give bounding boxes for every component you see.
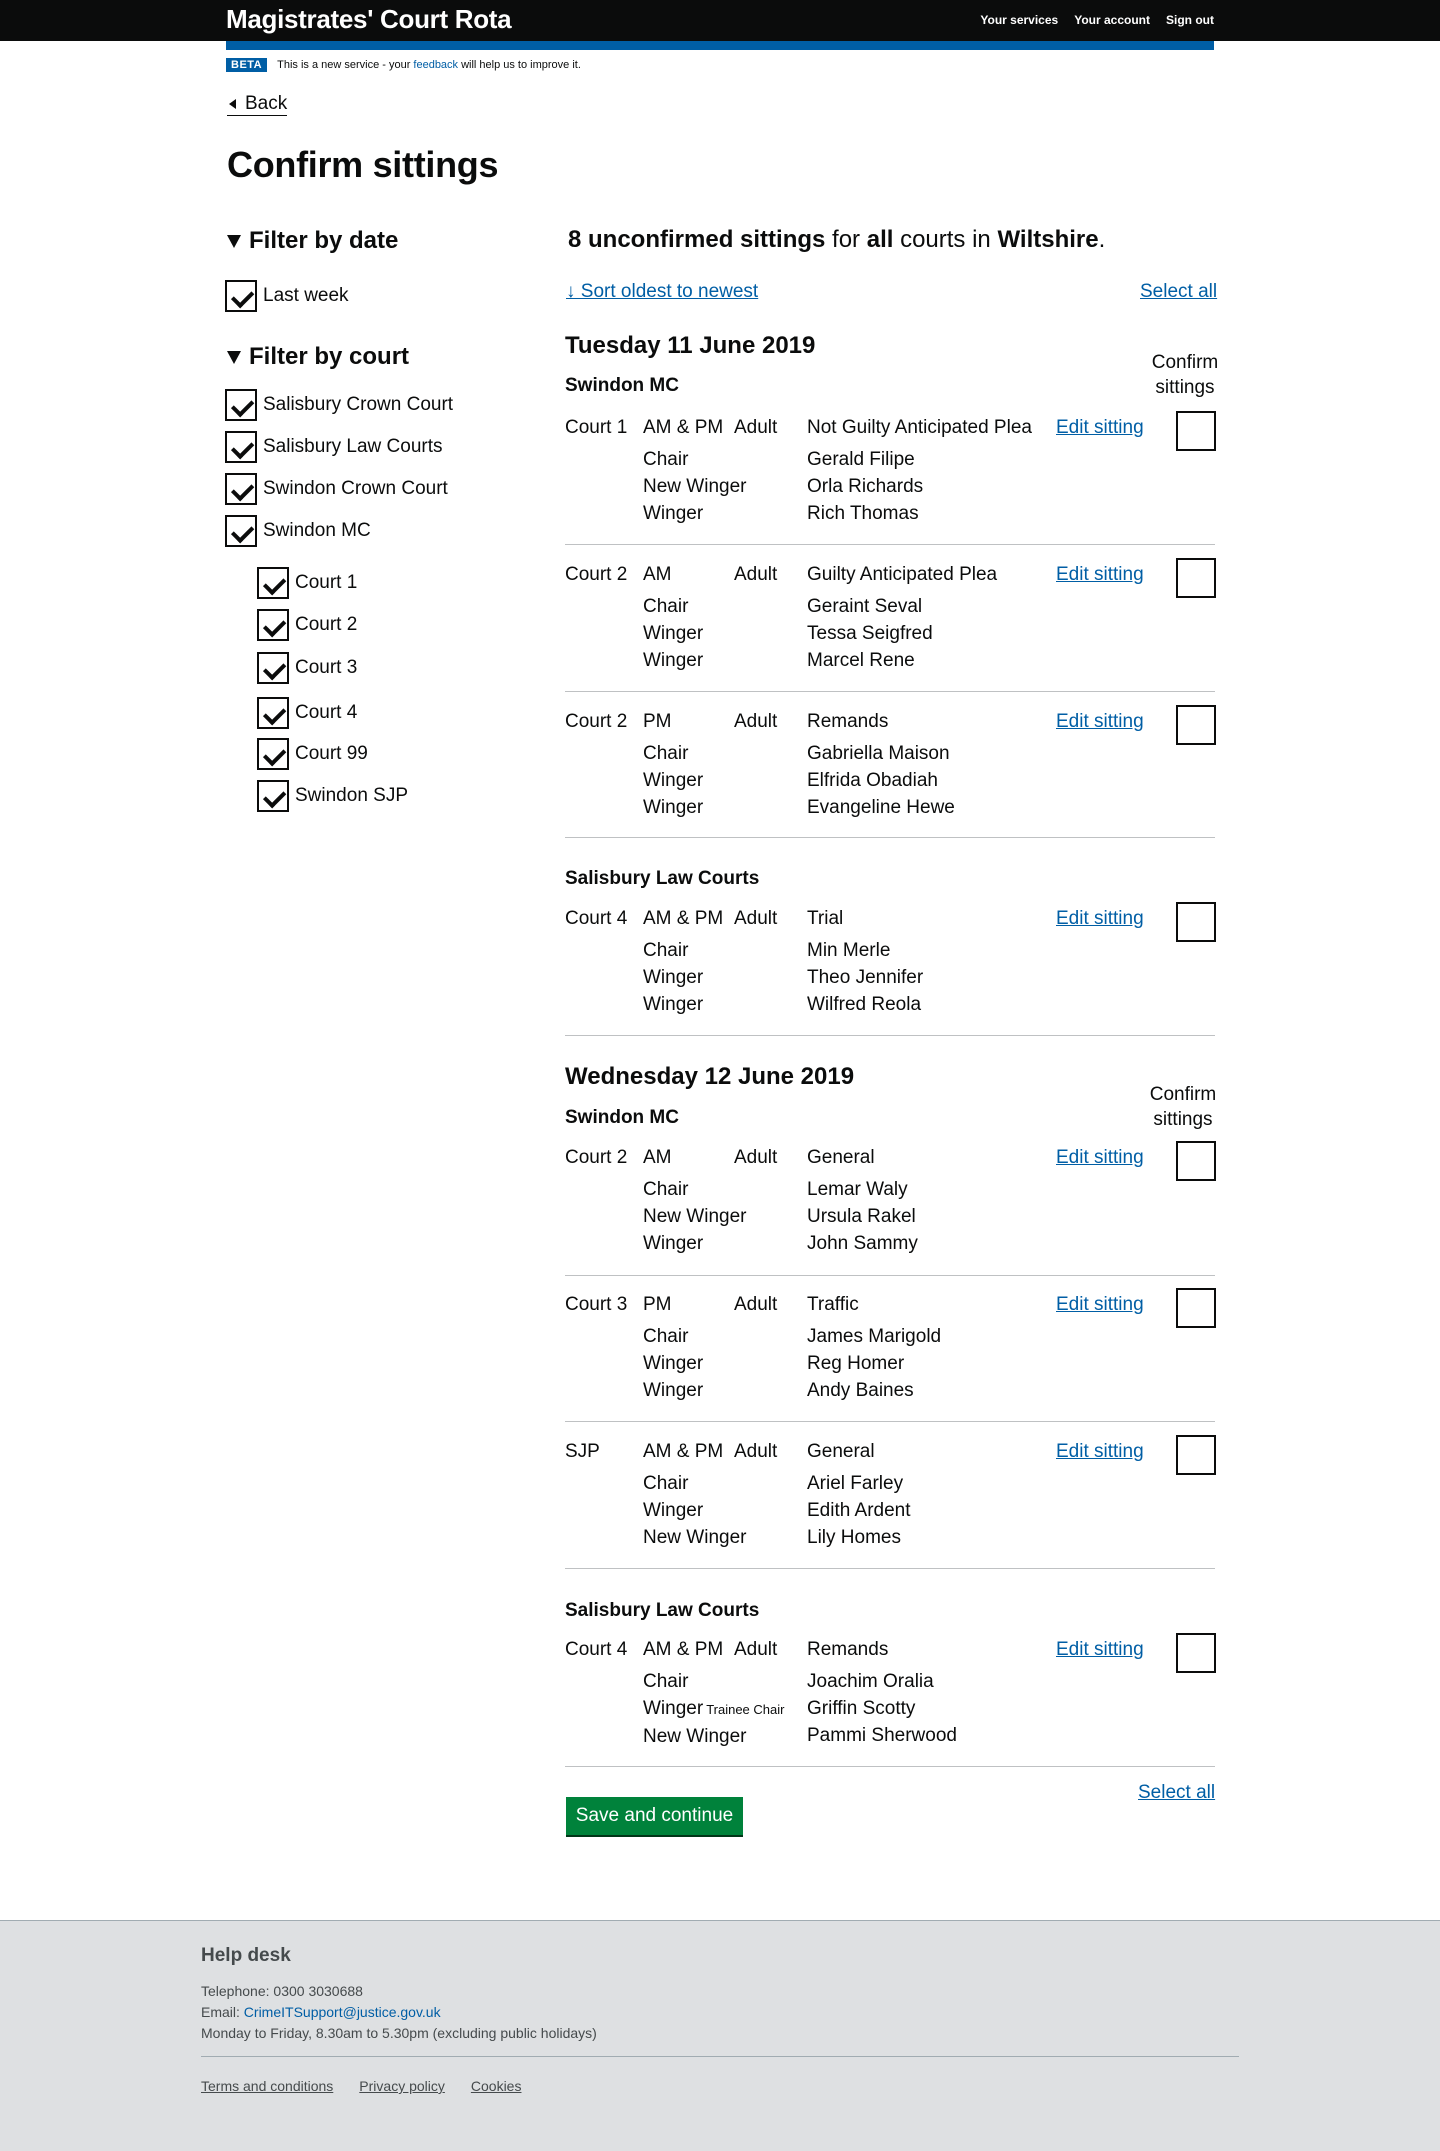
beta-tag: BETA (226, 58, 267, 72)
panel-role: New Winger (643, 1527, 747, 1548)
terms-link[interactable]: Terms and conditions (201, 2078, 334, 2094)
panel-role: Winger (643, 1698, 704, 1719)
email-link[interactable]: CrimeITSupport@justice.gov.uk (243, 2004, 441, 2020)
checkbox-checked[interactable] (257, 780, 289, 812)
nav-your-services[interactable]: Your services (980, 13, 1059, 27)
checkbox-checked[interactable] (257, 738, 289, 770)
panel-role: Winger (643, 1380, 704, 1401)
divider (565, 1766, 1215, 1767)
confirm-checkbox[interactable] (1176, 1435, 1216, 1475)
panel-name: Orla Richards (807, 476, 924, 497)
panel-roles (643, 937, 703, 1018)
panel-roles (643, 740, 703, 821)
filter-by-court-toggle[interactable] (227, 343, 409, 371)
filter-subcourt-court-1[interactable] (257, 567, 357, 599)
sitting-description: Trial (807, 908, 844, 929)
panel-name: Geraint Seval (807, 596, 923, 617)
panel-name: Reg Homer (807, 1353, 905, 1374)
confirm-sittings-label: Confirm sittings (1149, 1084, 1217, 1130)
checkbox-label: Swindon MC (263, 520, 371, 541)
confirm-checkbox[interactable] (1176, 411, 1216, 451)
panel-name: Joachim Oralia (807, 1671, 934, 1692)
back-link[interactable]: Back (227, 93, 287, 116)
panel-name: Theo Jennifer (807, 967, 924, 988)
checkbox-label: Court 3 (295, 657, 358, 678)
filter-court-salisbury-law[interactable] (225, 431, 443, 463)
venue-heading: Swindon MC (565, 1107, 679, 1128)
filter-subcourt-swindon-sjp[interactable] (257, 780, 408, 812)
privacy-link[interactable]: Privacy policy (359, 2078, 445, 2094)
panel-role: Winger (643, 770, 704, 791)
sitting-row (565, 1291, 1215, 1411)
panel-role: Chair (643, 1326, 689, 1347)
confirm-checkbox[interactable] (1176, 902, 1216, 942)
sitting-session: AM (643, 1147, 672, 1168)
panel-role: New Winger (643, 1726, 747, 1747)
panel-role: Winger (643, 1353, 704, 1374)
panel-name: Elfrida Obadiah (807, 770, 938, 791)
sitting-session: AM & PM (643, 417, 724, 438)
sitting-type: Adult (734, 1639, 778, 1660)
sitting-row (565, 561, 1215, 681)
confirm-checkbox[interactable] (1176, 1141, 1216, 1181)
edit-sitting-link[interactable]: Edit sitting (1056, 908, 1144, 929)
phase-text-before: This is a new service - your (277, 59, 411, 71)
panel-role: Chair (643, 743, 689, 764)
nav-your-account[interactable]: Your account (1074, 13, 1150, 27)
panel-name: Gerald Filipe (807, 449, 915, 470)
help-email (201, 2004, 441, 2020)
panel-role: New Winger (643, 476, 747, 497)
panel-name: James Marigold (807, 1326, 942, 1347)
sitting-description: Traffic (807, 1294, 859, 1315)
panel-name: Lily Homes (807, 1527, 901, 1548)
sitting-description: General (807, 1441, 875, 1462)
filter-subcourt-court-4[interactable] (257, 697, 357, 729)
header-accent-bar (226, 41, 1214, 50)
results-summary (568, 226, 1105, 254)
panel-roles (643, 1323, 703, 1404)
summary-for: for (832, 226, 861, 253)
panel-role-with-note (643, 1695, 784, 1723)
checkbox-label: Swindon Crown Court (263, 478, 448, 499)
sitting-court: SJP (565, 1441, 600, 1462)
checkbox-label: Court 2 (295, 614, 358, 635)
filter-by-date-heading: Filter by date (249, 227, 399, 254)
panel-name: Ursula Rakel (807, 1206, 916, 1227)
panel-role: Chair (643, 1473, 689, 1494)
divider (565, 1275, 1215, 1276)
edit-sitting-link[interactable]: Edit sitting (1056, 1441, 1144, 1462)
sitting-type: Adult (734, 711, 778, 732)
trainee-chair-note: Trainee Chair (706, 1702, 785, 1717)
sitting-description: Guilty Anticipated Plea (807, 564, 998, 585)
venue-heading: Swindon MC (565, 375, 679, 396)
sitting-type: Adult (734, 564, 778, 585)
edit-sitting-link[interactable]: Edit sitting (1056, 711, 1144, 732)
site-footer (0, 1920, 1440, 2151)
checkbox-label: Swindon SJP (295, 785, 409, 806)
panel-role: Chair (643, 1671, 689, 1692)
save-and-continue-button[interactable]: Save and continue (566, 1797, 743, 1835)
footer-divider (201, 2056, 1239, 2057)
panel-role: Chair (643, 596, 689, 617)
sitting-court: Court 4 (565, 1639, 628, 1660)
sitting-type: Adult (734, 1147, 778, 1168)
panel-name: Pammi Sherwood (807, 1725, 957, 1746)
telephone-number: 0300 3030688 (273, 1983, 363, 1999)
sitting-type: Adult (734, 417, 778, 438)
sitting-row (565, 1438, 1215, 1558)
summary-courts-in: courts in (900, 226, 991, 253)
checkbox-label: Salisbury Law Courts (263, 436, 443, 457)
sitting-court: Court 4 (565, 908, 628, 929)
checkbox-label: Last week (263, 285, 349, 306)
filter-subcourt-court-2[interactable] (257, 609, 357, 641)
sitting-row (565, 1144, 1215, 1264)
edit-sitting-link[interactable]: Edit sitting (1056, 1294, 1144, 1315)
sitting-description: Remands (807, 1639, 889, 1660)
panel-names (807, 1323, 941, 1404)
divider (565, 1421, 1215, 1422)
panel-role: Winger (643, 1233, 704, 1254)
filter-court-swindon-crown[interactable] (225, 473, 448, 505)
panel-roles (643, 1668, 784, 1750)
checkbox-label: Court 4 (295, 702, 358, 723)
triangle-down-icon (227, 351, 241, 364)
divider (565, 1035, 1215, 1036)
confirm-checkbox[interactable] (1176, 1288, 1216, 1328)
panel-name: Min Merle (807, 940, 891, 961)
sitting-description: General (807, 1147, 875, 1168)
checkbox-checked[interactable] (225, 431, 257, 463)
checkbox-checked[interactable] (257, 652, 289, 684)
footer-links (201, 2078, 521, 2094)
checkbox-checked[interactable] (225, 389, 257, 421)
filter-subcourt-court-3[interactable] (257, 652, 357, 684)
panel-names (807, 1176, 918, 1257)
divider (565, 544, 1215, 545)
sitting-row (565, 414, 1215, 534)
confirm-checkbox[interactable] (1176, 558, 1216, 598)
checkbox-label: Salisbury Crown Court (263, 394, 454, 415)
help-hours: Monday to Friday, 8.30am to 5.30pm (excluding public holidays) (201, 2025, 597, 2041)
panel-names (807, 1668, 957, 1749)
panel-role: Winger (643, 650, 704, 671)
panel-role: Winger (643, 503, 704, 524)
checkbox-label: Court 1 (295, 572, 358, 593)
panel-role: Chair (643, 940, 689, 961)
confirm-sittings-label: Confirm sittings (1151, 352, 1219, 398)
panel-names (807, 446, 923, 527)
sitting-court: Court 2 (565, 711, 628, 732)
feedback-link[interactable]: feedback (413, 59, 459, 71)
header-nav (980, 13, 1214, 27)
sitting-session: PM (643, 1294, 672, 1315)
checkbox-checked[interactable] (257, 697, 289, 729)
cookies-link[interactable]: Cookies (470, 2078, 522, 2094)
filter-by-court-heading: Filter by court (249, 343, 410, 370)
panel-name: Wilfred Reola (807, 994, 922, 1015)
confirm-checkbox[interactable] (1176, 1633, 1216, 1673)
select-all-link-bottom[interactable]: Select all (1138, 1782, 1216, 1803)
select-all-link-top[interactable]: Select all (1140, 281, 1218, 302)
panel-name: Griffin Scotty (807, 1698, 916, 1719)
panel-role: Winger (643, 967, 704, 988)
site-header (0, 0, 1440, 41)
checkbox-checked[interactable] (225, 515, 257, 547)
panel-name: Andy Baines (807, 1380, 914, 1401)
checkbox-label: Court 99 (295, 743, 368, 764)
filter-court-salisbury-crown[interactable] (225, 389, 453, 421)
divider (565, 691, 1215, 692)
sitting-session: AM & PM (643, 1639, 724, 1660)
page-title: Confirm sittings (227, 144, 499, 185)
summary-scope: all (866, 226, 894, 253)
panel-name: Edith Ardent (807, 1500, 911, 1521)
checkbox-checked[interactable] (257, 609, 289, 641)
triangle-down-icon (227, 235, 241, 248)
sitting-court: Court 1 (565, 417, 628, 438)
panel-name: Ariel Farley (807, 1473, 904, 1494)
panel-name: Evangeline Hewe (807, 797, 955, 818)
service-name[interactable]: Magistrates' Court Rota (226, 4, 512, 34)
panel-names (807, 937, 923, 1018)
sitting-row (565, 1636, 1215, 1756)
panel-name: John Sammy (807, 1233, 918, 1254)
phase-text-after: will help us to improve it. (461, 59, 581, 71)
checkbox-checked[interactable] (225, 280, 257, 312)
filter-date-last-week[interactable] (225, 280, 349, 312)
sitting-description: Remands (807, 711, 889, 732)
panel-name: Gabriella Maison (807, 743, 950, 764)
filter-by-date-toggle[interactable] (227, 227, 398, 255)
panel-roles (643, 593, 703, 674)
edit-sitting-link[interactable]: Edit sitting (1056, 1147, 1144, 1168)
nav-sign-out[interactable]: Sign out (1166, 13, 1214, 27)
panel-roles (643, 446, 746, 527)
panel-role: New Winger (643, 1206, 747, 1227)
summary-region: Wiltshire (997, 226, 1099, 253)
sitting-court: Court 3 (565, 1294, 628, 1315)
checkbox-checked[interactable] (257, 567, 289, 599)
edit-sitting-link[interactable]: Edit sitting (1056, 1639, 1144, 1660)
panel-name: Lemar Waly (807, 1179, 908, 1200)
sitting-session: AM & PM (643, 908, 724, 929)
panel-name: Tessa Seigfred (807, 623, 933, 644)
venue-heading: Salisbury Law Courts (565, 868, 760, 889)
panel-role: Winger (643, 1500, 704, 1521)
edit-sitting-link[interactable]: Edit sitting (1056, 417, 1144, 438)
summary-count: 8 unconfirmed sittings (568, 226, 826, 253)
panel-role: Chair (643, 1179, 689, 1200)
sitting-session: AM & PM (643, 1441, 724, 1462)
panel-name: Rich Thomas (807, 503, 919, 524)
help-telephone (201, 1983, 363, 1999)
telephone-label: Telephone: (201, 1983, 270, 1999)
day-heading: Wednesday 12 June 2019 (565, 1063, 855, 1090)
sitting-court: Court 2 (565, 1147, 628, 1168)
edit-sitting-link[interactable]: Edit sitting (1056, 564, 1144, 585)
panel-role: Winger (643, 623, 704, 644)
sitting-description: Not Guilty Anticipated Plea (807, 417, 1032, 438)
confirm-checkbox[interactable] (1176, 705, 1216, 745)
phase-banner (226, 58, 581, 72)
summary-end: . (1098, 226, 1106, 253)
panel-role: Winger (643, 994, 704, 1015)
checkbox-checked[interactable] (225, 473, 257, 505)
sitting-session: AM (643, 564, 672, 585)
panel-role: Chair (643, 449, 689, 470)
divider (565, 1568, 1215, 1569)
sitting-type: Adult (734, 908, 778, 929)
sitting-row (565, 905, 1215, 1025)
panel-roles (643, 1470, 746, 1551)
email-label: Email: (201, 2004, 240, 2020)
filter-subcourt-court-99[interactable] (257, 738, 368, 770)
day-heading: Tuesday 11 June 2019 (565, 332, 816, 359)
panel-roles (643, 1176, 746, 1257)
panel-names (807, 1470, 911, 1551)
sitting-row (565, 708, 1215, 828)
help-desk-heading: Help desk (201, 1945, 291, 1966)
sitting-court: Court 2 (565, 564, 628, 585)
filter-court-swindon-mc[interactable] (225, 515, 371, 547)
sort-oldest-link[interactable]: ↓ Sort oldest to newest (566, 281, 759, 302)
panel-names (807, 740, 955, 821)
sitting-type: Adult (734, 1294, 778, 1315)
divider (565, 837, 1215, 838)
panel-role: Winger (643, 797, 704, 818)
sitting-type: Adult (734, 1441, 778, 1462)
sitting-session: PM (643, 711, 672, 732)
venue-heading: Salisbury Law Courts (565, 1600, 760, 1621)
panel-names (807, 593, 933, 674)
panel-name: Marcel Rene (807, 650, 915, 671)
